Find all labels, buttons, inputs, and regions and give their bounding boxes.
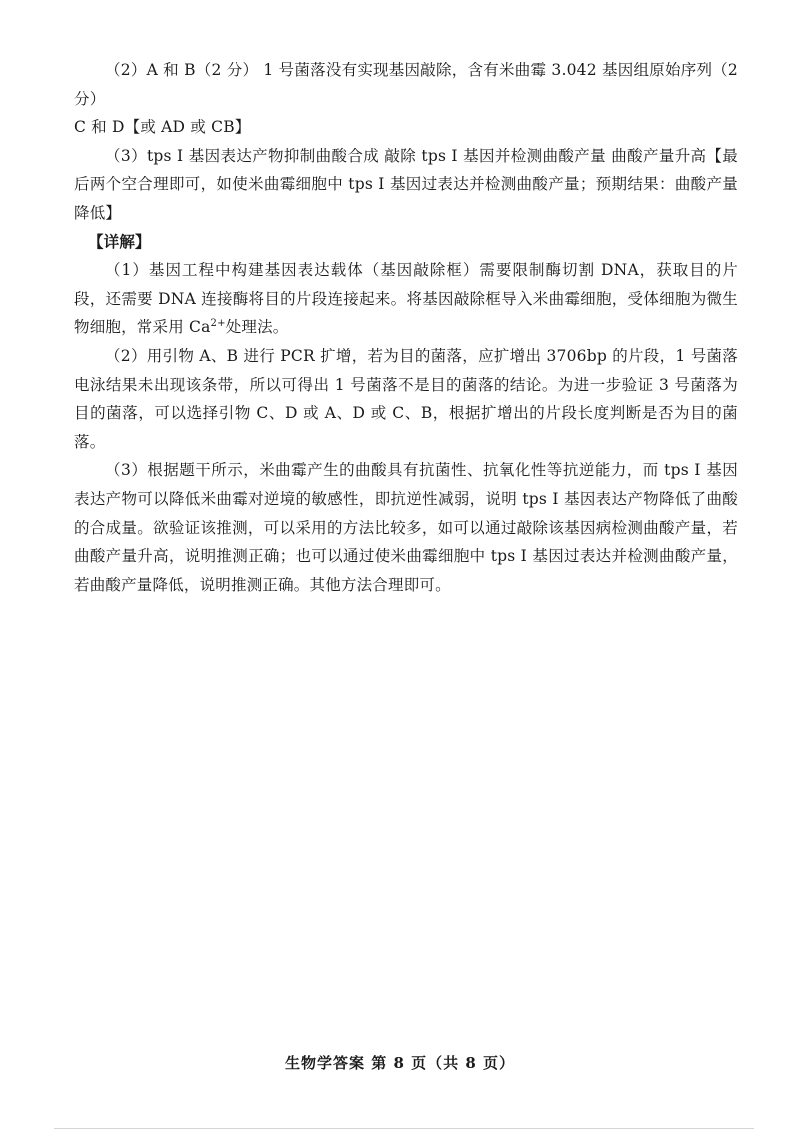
calcium-charge-superscript: 2+ [210, 318, 226, 330]
detail-heading: 【详解】 [87, 231, 151, 251]
detail-p1-text: （1）基因工程中构建基因表达载体（基因敲除框）需要限制酶切割 DNA，获取目的片段，还需要 DNA 连接酶将目的片段连接起来。将基因敲除框导入米曲霉细胞，受体细胞为微生物细胞，常采用 Ca [74, 261, 738, 337]
answer-q2-line2: C 和 D【或 AD 或 CB】 [74, 118, 251, 137]
answer-q2-line1: （2）A 和 B（2 分） 1 号菌落没有实现基因敲除，含有米曲霉 3.042 基因组原始序列（2 分） [74, 61, 738, 108]
detail-paragraph-3: （3）根据题干所示，米曲霉产生的曲酸具有抗菌性、抗氧化性等抗逆能力，而 tps Ⅰ 基因表达产物可以降低米曲霉对逆境的敏感性，即抗逆性减弱，说明 tps Ⅰ 基因表达产物降低了曲酸的合成量。欲验证该推测，可以采用的方法比较多，如可以通过敲除该基因病检测曲酸产量，若曲酸产量升高，说明推测正确；也可以通过使米曲霉细胞中 tps Ⅰ 基因过表达并检测曲酸产量，若曲酸产量降低，说明推测正确。其他方法合理即可。 [74, 461, 738, 594]
answer-content [74, 56, 738, 599]
answer-q2 [74, 56, 738, 142]
bottom-divider [54, 1128, 754, 1129]
detail-p1-tail: 处理法。 [225, 318, 289, 337]
answer-q3-note: 【最后两个空合理即可，如使米曲霉细胞中 tps Ⅰ 基因过表达并检测曲酸产量；预期结果：曲酸产量降低】 [74, 146, 738, 222]
answer-q3-line1: （3）tps Ⅰ 基因表达产物抑制曲酸合成 敲除 tps Ⅰ 基因并检测曲酸产量 曲酸产量升高 [105, 146, 707, 165]
detail-paragraph-2: （2）用引物 A、B 进行 PCR 扩增，若为目的菌落，应扩增出 3706bp 的片段，1 号菌落电泳结果未出现该条带，所以可得出 1 号菌落不是目的菌落的结论。为进一步验证 3 号菌落为目的菌落，可以选择引物 C、D 或 A、D 或 C、B，根据扩增出的片段长度判断是否为目的菌落。 [74, 346, 738, 451]
page-footer: 生物学答案 第 8 页（共 8 页） [285, 1054, 515, 1072]
detail-paragraph-1 [74, 256, 738, 342]
answer-q3 [74, 142, 738, 228]
